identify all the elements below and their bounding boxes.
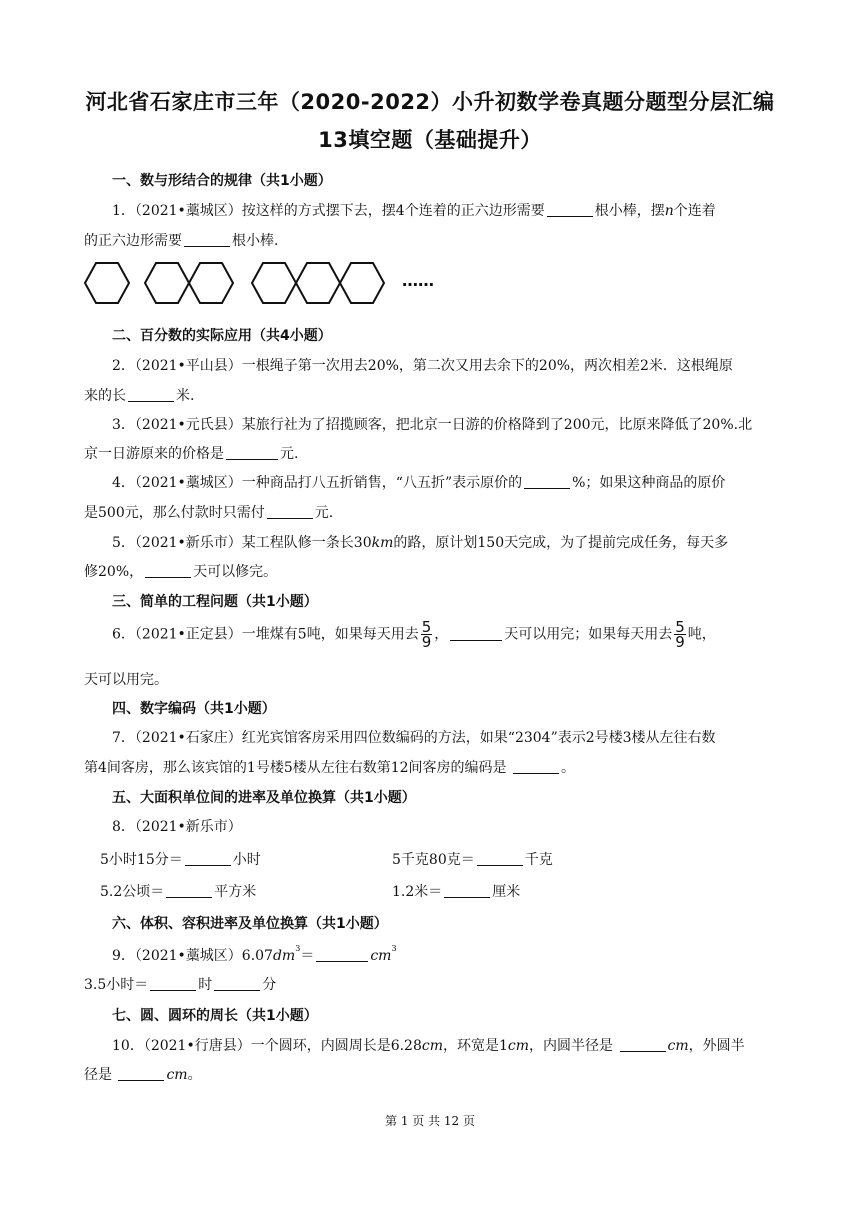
answer-blank[interactable] (128, 387, 174, 402)
ellipsis-dots: …… (402, 271, 434, 290)
answer-blank[interactable] (267, 504, 313, 519)
question-4-line2 (84, 502, 784, 522)
answer-blank[interactable] (226, 445, 278, 460)
section-heading-5: 五、大面积单位间的进率及单位换算（共1小题） (112, 790, 416, 806)
section-heading-1: 一、数与形结合的规律（共1小题） (112, 173, 332, 189)
hexagon-3c (340, 263, 384, 303)
answer-blank[interactable] (547, 202, 593, 217)
q1-text-d: 的正六边形需要 (84, 233, 182, 249)
section-heading-7: 七、圆、圆环的周长（共1小题） (112, 1008, 318, 1024)
q8-text: 厘米 (492, 884, 521, 900)
question-4-line1 (112, 472, 812, 492)
question-2-line2 (84, 385, 784, 405)
hexagon-3b (296, 263, 340, 303)
question-7-line1: 7．（2021•石家庄）红光宾馆客房采用四位数编码的方法，如果“2304”表示2号楼3楼从左往右数 (112, 730, 716, 746)
document-title-line1: 河北省石家庄市三年（2020-2022）小升初数学卷真题分题型分层汇编 (85, 90, 775, 114)
q4-text-b: %；如果这种商品的原价 (572, 475, 726, 491)
q4-text-a: 4．（2021•藁城区）一种商品打八五折销售，“八五折”表示原价的 (112, 475, 523, 491)
q9-equals: ＝ (300, 948, 315, 964)
answer-blank[interactable] (214, 976, 260, 991)
answer-blank[interactable] (316, 947, 368, 962)
answer-blank[interactable] (620, 1037, 666, 1052)
q4-text-d: 元. (314, 505, 334, 521)
question-9-line2 (84, 974, 784, 994)
question-3-line1: 3．（2021•元氏县）某旅行社为了招揽顾客，把北京一日游的价格降到了200元，比原来降低了20%.北 (112, 417, 753, 433)
question-8-head: 8．（2021•新乐市） (112, 819, 242, 835)
q7-text-b: 第4间客房，那么该宾馆的1号楼5楼从左往右数第12间客房的编码是 (84, 760, 507, 776)
q10-text-d: ，外圆半 (688, 1038, 745, 1054)
q5-text-b: 的路，原计划150天完成，为了提前完成任务，每天多 (393, 535, 729, 551)
q5-unit-km: km (371, 535, 394, 551)
fraction-five-ninths: $\frac{5}{9}$ (675, 618, 685, 651)
answer-blank[interactable] (524, 474, 570, 489)
hexagon-pattern-figure (80, 256, 480, 312)
question-9-line1 (112, 944, 812, 965)
q8-item-hectare (100, 881, 380, 901)
answer-blank[interactable] (145, 563, 191, 578)
q4-text-c: 是500元，那么付款时只需付 (84, 505, 265, 521)
q9-text-b: 3.5小时＝ (84, 977, 149, 993)
q1-text-e: 根小棒. (232, 233, 279, 249)
answer-blank[interactable] (166, 883, 212, 898)
q8-text: 5千克80克＝ (392, 852, 475, 868)
question-5-line2 (84, 561, 784, 581)
answer-blank[interactable] (477, 851, 523, 866)
q5-text-c: 修20%， (84, 564, 144, 580)
q9-unit-cm: cm (370, 948, 392, 964)
question-10-line1 (112, 1035, 812, 1055)
q3-text-c: 元. (280, 446, 299, 462)
section-heading-4: 四、数字编码（共1小题） (112, 701, 276, 717)
q9-text-c: 时 (198, 977, 213, 993)
q1-text-a: 1．（2021•藁城区）按这样的方式摆下去，摆4个连着的正六边形需要 (112, 203, 545, 219)
q9-exponent: 3 (295, 944, 301, 953)
q5-text-d: 天可以修完。 (193, 564, 278, 580)
q6-text-c: 天可以用完；如果每天用去 (504, 626, 673, 643)
question-7-line2 (84, 757, 784, 777)
q10-unit-cm: cm (421, 1038, 443, 1054)
q1-text-b: 根小棒，摆 (594, 203, 665, 219)
q10-text-c: ，内圆半径是 (529, 1038, 614, 1054)
question-1-line1 (112, 200, 812, 220)
q6-text-a: 6．（2021•正定县）一堆煤有5吨，如果每天用去 (112, 626, 419, 643)
answer-blank[interactable] (444, 883, 490, 898)
q8-item-kg (392, 849, 692, 869)
question-5-line1 (112, 532, 812, 552)
q3-text-b: 京一日游原来的价格是 (84, 446, 224, 462)
question-2-line1: 2．（2021•平山县）一根绳子第一次用去20%，第二次又用去余下的20%，两次相差2米．这根绳原 (112, 358, 733, 374)
page-footer: 第 1 页 共 12 页 (385, 1114, 475, 1128)
fraction-five-ninths: $\frac{5}{9}$ (421, 618, 432, 651)
q10-text-b: ，环宽是1 (443, 1038, 508, 1054)
hexagon-3a (252, 263, 296, 303)
q6-text-d: 吨， (687, 626, 716, 643)
q8-text: 小时 (232, 852, 261, 868)
q1-text-c: 个连着 (673, 203, 716, 219)
q8-text: 5.2公顷＝ (100, 884, 165, 900)
q6-text-b: ， (434, 626, 449, 643)
answer-blank[interactable] (185, 851, 231, 866)
hexagon-1 (85, 263, 129, 303)
answer-blank[interactable] (184, 232, 230, 247)
answer-blank[interactable] (118, 1066, 164, 1081)
q10-unit-cm: cm (166, 1067, 188, 1083)
q8-item-meter (392, 881, 692, 901)
q9-text-a: 9．（2021•藁城区）6.07 (112, 948, 273, 964)
q10-unit-cm: cm (667, 1038, 689, 1054)
q1-variable-n: n (664, 203, 674, 219)
section-heading-6: 六、体积、容积进率及单位换算（共1小题） (112, 916, 388, 932)
answer-blank[interactable] (150, 976, 196, 991)
q9-unit-dm: dm (272, 948, 296, 964)
q5-text-a: 5．（2021•新乐市）某工程队修一条长30 (112, 535, 372, 551)
q9-text-d: 分 (262, 977, 277, 993)
section-heading-2: 二、百分数的实际应用（共4小题） (112, 328, 332, 344)
question-10-line2 (84, 1064, 784, 1084)
section-heading-3: 三、简单的工程问题（共1小题） (112, 594, 318, 610)
q8-text: 千克 (524, 852, 553, 868)
answer-blank[interactable] (513, 759, 559, 774)
q10-unit-cm: cm (507, 1038, 530, 1054)
answer-blank[interactable] (450, 626, 502, 641)
question-6-line2: 天可以用完。 (84, 672, 168, 688)
q10-text-e: 径是 (84, 1067, 112, 1083)
q10-text-a: 10．（2021•行唐县）一个圆环，内圆周长是6.28 (112, 1038, 422, 1054)
question-1-line2 (84, 230, 784, 250)
q2-text-b: 来的长 (84, 388, 126, 404)
q9-exponent: 3 (391, 944, 397, 953)
question-6-line1 (112, 620, 812, 649)
q8-text: 5小时15分＝ (100, 852, 183, 868)
q2-text-c: 米. (176, 388, 195, 404)
q8-text: 1.2米＝ (392, 884, 443, 900)
hexagon-2a (145, 263, 189, 303)
q8-text: 平方米 (214, 884, 257, 900)
q8-item-hours (100, 849, 380, 869)
question-3-line2 (84, 443, 784, 463)
q10-text-f: 。 (187, 1067, 202, 1083)
hexagon-2b (189, 263, 233, 303)
document-title-line2: 13填空题（基础提升） (318, 128, 542, 152)
q7-text-c: 。 (561, 760, 575, 776)
